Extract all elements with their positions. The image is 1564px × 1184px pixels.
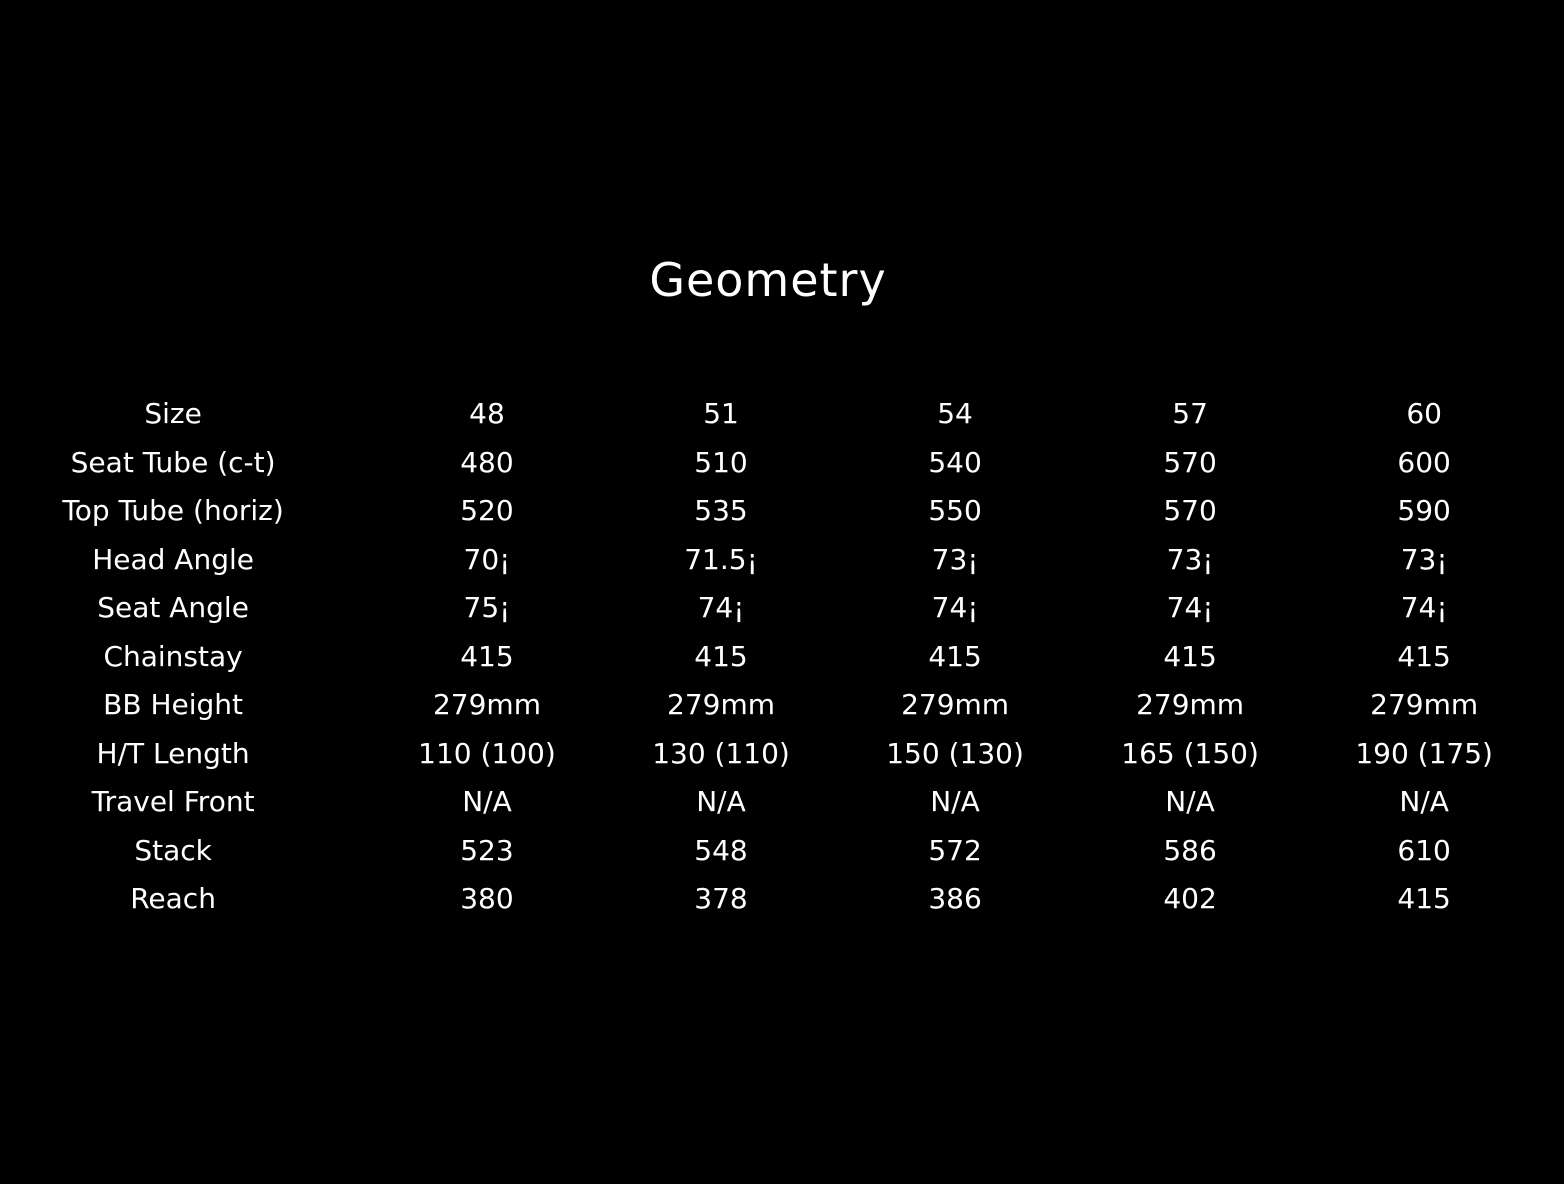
table-cell: 48 [469,397,505,430]
table-row [0,439,1564,488]
table-cell: 378 [694,882,748,915]
table-cell: 279mm [432,688,541,721]
table-cell: 60 [1406,397,1442,430]
table-cell: 57 [1172,397,1208,430]
row-label: H/T Length [96,736,250,770]
page-title: Geometry [649,253,887,307]
table-cell: N/A [1399,785,1449,818]
table-row [0,633,1564,682]
row-label: Seat Tube (c-t) [70,445,276,479]
table-cell: 51 [703,397,739,430]
table-cell: 415 [1397,639,1451,673]
table-cell: N/A [462,785,512,818]
row-label: Head Angle [92,542,254,576]
table-cell: 610 [1397,833,1451,867]
row-label: Travel Front [91,785,255,818]
table-cell: 279mm [901,688,1010,721]
row-label: Size [144,397,202,430]
table-cell: 130 (110) [652,736,790,770]
table-row [0,681,1564,730]
table-row [0,390,1564,439]
table-row [0,875,1564,924]
table-cell: 600 [1397,445,1451,479]
table-cell: 415 [460,639,514,673]
table-cell: 279mm [667,688,776,721]
table-cell: 74¡ [1400,591,1448,624]
table-cell: 279mm [1136,688,1245,721]
table-cell: 520 [460,494,514,527]
table-cell: 572 [928,833,982,867]
table-cell: 110 (100) [418,736,556,770]
table-cell: N/A [1165,785,1215,818]
table-cell: 548 [694,833,748,867]
table-cell: 415 [928,639,982,673]
row-label: BB Height [103,688,244,721]
table-row [0,827,1564,876]
row-label: Top Tube (horiz) [62,494,284,527]
table-cell: 510 [694,445,748,479]
table-cell: 71.5¡ [684,542,758,576]
table-cell: 73¡ [1400,542,1448,576]
table-cell: 73¡ [1166,542,1214,576]
row-label: Chainstay [103,639,243,673]
geometry-table-body [0,390,1564,924]
table-cell: 402 [1163,882,1217,915]
table-cell: 190 (175) [1355,736,1493,770]
table-cell: 415 [694,639,748,673]
table-cell: 74¡ [697,591,745,624]
table-cell: 535 [694,494,748,527]
table-cell: 386 [928,882,982,915]
table-cell: 590 [1397,494,1451,527]
table-row [0,584,1564,633]
row-label: Reach [130,882,216,915]
table-cell: 550 [928,494,982,527]
row-label: Seat Angle [97,591,249,624]
table-cell: 74¡ [1166,591,1214,624]
table-cell: 165 (150) [1121,736,1259,770]
table-cell: 586 [1163,833,1217,867]
table-cell: 523 [460,833,514,867]
table-cell: 279mm [1370,688,1479,721]
table-cell: N/A [696,785,746,818]
table-row [0,730,1564,779]
table-cell: N/A [930,785,980,818]
table-row [0,778,1564,827]
table-row [0,536,1564,585]
table-cell: 75¡ [463,591,511,624]
table-cell: 380 [460,882,514,915]
table-cell: 540 [928,445,982,479]
table-cell: 54 [937,397,973,430]
table-cell: 74¡ [931,591,979,624]
table-cell: 70¡ [463,542,511,576]
geometry-table [0,390,1564,924]
row-label: Stack [134,833,212,867]
table-cell: 570 [1163,445,1217,479]
table-cell: 415 [1397,882,1451,915]
table-cell: 570 [1163,494,1217,527]
table-row [0,487,1564,536]
table-cell: 150 (130) [886,736,1024,770]
table-cell: 415 [1163,639,1217,673]
table-cell: 73¡ [931,542,979,576]
table-cell: 480 [460,445,514,479]
